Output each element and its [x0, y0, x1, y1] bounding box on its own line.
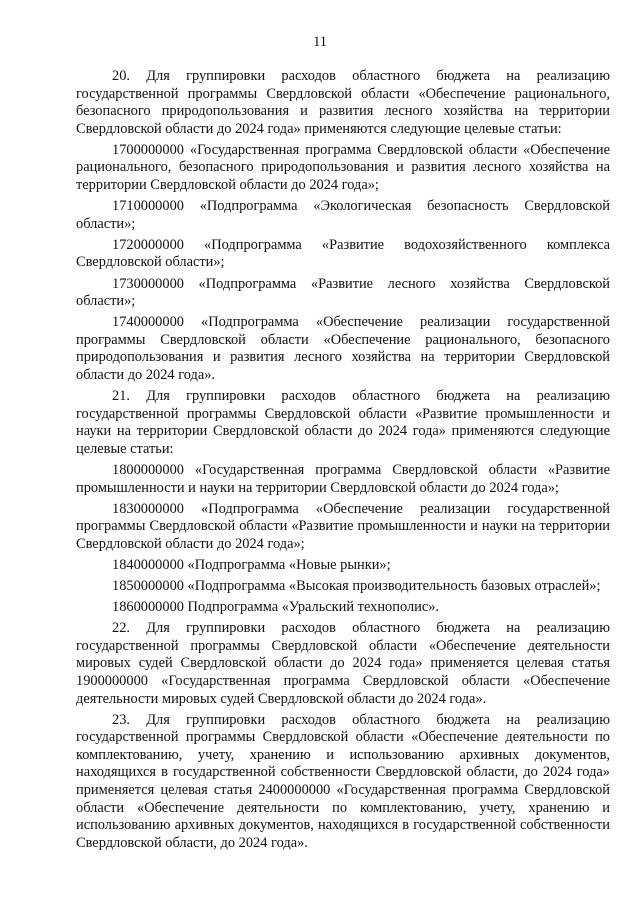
paragraph-target-1710000000: 1710000000 «Подпрограмма «Экологическая безопасность Свердловской области»;	[76, 198, 610, 232]
paragraph-target-1850000000: 1850000000 «Подпрограмма «Высокая производительность базовых отраслей»;	[112, 578, 601, 595]
paragraph-21: 21. Для группировки расходов областного бюджета на реализацию государственной программы Свердловской области «Развитие промышленности и науки на территории Свердловской области до 2024 года» применяются следующие целевые статьи:	[76, 388, 610, 457]
paragraph-20: 20. Для группировки расходов областного бюджета на реализацию государственной программы Свердловской области «Обеспечение рационального, безопасного природопользования и развития лесного хозяйства на территории Свердловской области до 2024 года» применяются следующие целевые статьи:	[76, 68, 610, 137]
paragraph-target-1840000000: 1840000000 «Подпрограмма «Новые рынки»;	[112, 556, 391, 573]
paragraph-23: 23. Для группировки расходов областного бюджета на реализацию государственной программы Свердловской области «Обеспечение деятельности по комплектованию, учету, хранению и использованию архивных документов, находящихся в государственной собственности Свердловской области, до 2024 года» применяется целевая статья 2400000000 «Государственная программа Свердловской области «Обеспечение деятельности по комплектованию, учету, хранению и использованию архивных документов, находящихся в государственной собственности Свердловской области, до 2024 года».	[76, 711, 610, 851]
paragraph-target-1700000000: 1700000000 «Государственная программа Свердловской области «Обеспечение рационального, безопасного природопользования и развития лесного хозяйства на территории Свердловской области до 2024 года»;	[76, 141, 610, 194]
page-number: 11	[313, 34, 327, 50]
paragraph-target-1730000000: 1730000000 «Подпрограмма «Развитие лесного хозяйства Свердловской области»;	[76, 275, 610, 310]
paragraph-target-1740000000: 1740000000 «Подпрограмма «Обеспечение реализации государственной программы Свердловской области «Обеспечение рационального, безопасного природопользования и развития лесного хозяйства на территории Свердловской области до 2024 года».	[76, 314, 610, 383]
document-body	[76, 68, 610, 852]
paragraph-target-1830000000: 1830000000 «Подпрограмма «Обеспечение реализации государственной программы Свердловской области «Развитие промышленности и науки на территории Свердловской области до 2024 года»;	[76, 500, 610, 552]
paragraph-target-1720000000: 1720000000 «Подпрограмма «Развитие водохозяйственного комплекса Свердловской области»;	[76, 236, 610, 271]
paragraph-target-1800000000: 1800000000 «Государственная программа Свердловской области «Развитие промышленности и науки на территории Свердловской области до 2024 года»;	[76, 461, 610, 496]
paragraph-22: 22. Для группировки расходов областного бюджета на реализацию государственной программы Свердловской области «Обеспечение деятельности мировых судей Свердловской области до 2024 года» применяется целевая статья 1900000000 «Государственная программа Свердловской области «Обеспечение деятельности мировых судей Свердловской области до 2024 года».	[76, 620, 610, 707]
paragraph-target-1860000000: 1860000000 Подпрограмма «Уральский технополис».	[112, 599, 440, 616]
